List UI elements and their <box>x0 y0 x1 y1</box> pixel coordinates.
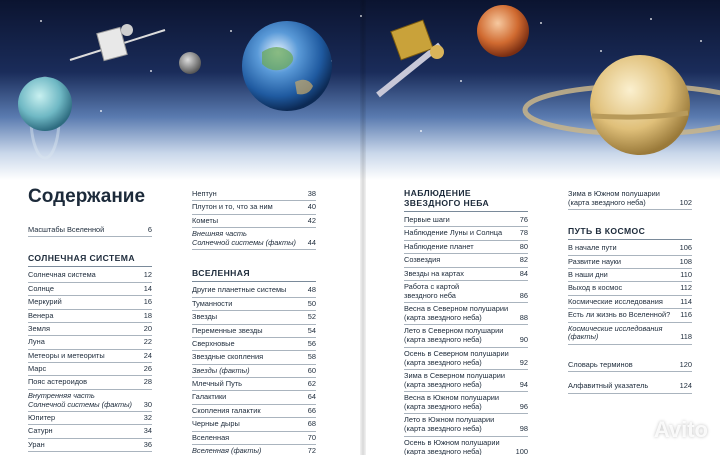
toc-entry-page: 88 <box>519 313 528 322</box>
toc-entry <box>28 296 152 309</box>
toc-entry <box>28 439 152 452</box>
toc-entry <box>192 445 316 455</box>
toc-entry-page: 34 <box>143 426 152 436</box>
toc-entry-label: Развитие науки <box>568 256 621 266</box>
toc-entry <box>568 256 692 269</box>
toc-entry-label: Нептун <box>192 189 217 198</box>
toc-entry-page: 40 <box>307 202 316 212</box>
toc-entry-label: Сатурн <box>28 426 53 436</box>
toc-entry-label: Звезды <box>192 312 218 322</box>
toc-entry-page: 82 <box>519 255 528 265</box>
toc-entry <box>404 268 528 281</box>
toc-entry-page: 54 <box>307 325 316 335</box>
toc-entry-page: 96 <box>519 402 528 411</box>
toc-entry-label: Плутон и то, что за ним <box>192 202 273 212</box>
toc-entry-page: 62 <box>307 379 316 388</box>
toc-entry <box>28 412 152 425</box>
toc-entry-page: 108 <box>679 256 692 266</box>
toc-entry-label: Звезды (факты) <box>192 365 250 375</box>
toc-entry-label: Весна в Южном полушарии (карта звездного неба) <box>404 393 500 411</box>
toc-entry-page: 50 <box>307 298 316 308</box>
toc-entry-label: Выход в космос <box>568 283 623 293</box>
toc-entry <box>192 351 316 364</box>
toc-entry <box>192 284 316 297</box>
toc-entry-label: Меркурий <box>28 297 62 307</box>
toc-entry-label: Зима в Северном полушарии (карта звездного неба) <box>404 370 506 389</box>
moon-icon <box>179 52 201 74</box>
toc-entry-page: 64 <box>307 392 316 402</box>
toc-entry-page: 66 <box>307 405 316 415</box>
uranus-planet-icon <box>18 77 72 158</box>
toc-column-1 <box>28 224 152 452</box>
toc-entry-page: 30 <box>143 399 152 409</box>
toc-entry-page: 106 <box>679 243 692 253</box>
toc-entry-label: Земля <box>28 323 50 333</box>
toc-entry-page: 102 <box>679 197 692 207</box>
toc-entry-label: Лето в Южном полушарии (карта звездного неба) <box>404 415 495 434</box>
toc-entry <box>404 214 528 227</box>
toc-entry-label: Наблюдение планет <box>404 241 474 251</box>
toc-entry-page: 92 <box>519 357 528 367</box>
toc-entry-label: Вселенная <box>192 432 230 442</box>
toc-entry-page: 52 <box>307 312 316 322</box>
toc-entry <box>404 392 528 414</box>
space-probe-icon <box>378 20 444 95</box>
toc-entry-label: Космические исследования <box>568 296 663 306</box>
toc-entry-page: 110 <box>680 270 692 279</box>
toc-entry-page: 28 <box>143 377 152 387</box>
toc-entry <box>404 370 528 392</box>
toc-entry-page: 68 <box>307 419 316 429</box>
toc-entry <box>404 414 528 436</box>
satellite-icon <box>70 24 165 61</box>
book-spine <box>360 0 366 455</box>
toc-entry-page: 94 <box>519 379 528 389</box>
toc-entry-label: Наблюдение Луны и Солнца <box>404 228 503 238</box>
toc-entry <box>192 365 316 378</box>
toc-entry <box>404 254 528 267</box>
toc-entry <box>404 325 528 347</box>
toc-entry-page: 32 <box>143 413 152 422</box>
toc-entry-page: 22 <box>143 337 152 347</box>
toc-entry <box>28 224 152 237</box>
toc-entry-label: Юпитер <box>28 413 56 422</box>
toc-entry-label: Первые шаги <box>404 215 450 224</box>
section-heading-observation: НАБЛЮДЕНИЕ ЗВЕЗДНОГО НЕБА <box>404 188 528 212</box>
toc-entry-label: Весна в Северном полушарии (карта звездного неба) <box>404 304 509 322</box>
toc-entry-page: 72 <box>307 445 316 455</box>
toc-entry <box>28 350 152 363</box>
toc-entry <box>28 336 152 349</box>
toc-entry <box>192 311 316 324</box>
toc-entry <box>192 432 316 445</box>
toc-entry-label: Млечный Путь <box>192 379 243 388</box>
toc-entry-label: Звезды на картах <box>404 268 464 278</box>
toc-entry-page: 18 <box>143 310 152 320</box>
toc-entry <box>568 359 692 372</box>
toc-entry-label: Звездные скопления <box>192 352 264 362</box>
toc-entry-label: Метеоры и метеориты <box>28 350 105 360</box>
toc-entry-page: 26 <box>143 364 152 373</box>
toc-entry-label: Венера <box>28 310 54 320</box>
toc-entry-label: Работа с картой звездного неба <box>404 281 460 300</box>
toc-entry <box>192 338 316 351</box>
toc-entry <box>404 303 528 325</box>
toc-entry-page: 86 <box>519 290 528 300</box>
toc-entry-label: Переменные звезды <box>192 325 263 335</box>
toc-entry <box>192 378 316 391</box>
toc-entry-page: 44 <box>307 238 316 247</box>
toc-entry-label: В наши дни <box>568 270 608 279</box>
toc-entry-page: 48 <box>307 285 316 295</box>
toc-entry <box>568 380 692 393</box>
toc-entry-label: Туманности <box>192 298 233 308</box>
toc-entry-label: Лето в Северном полушарии (карта звездного неба) <box>404 326 504 345</box>
toc-entry <box>192 405 316 418</box>
toc-entry-page: 98 <box>519 424 528 434</box>
toc-entry-page: 16 <box>143 297 152 307</box>
toc-entry <box>404 437 528 455</box>
toc-entry-label: Черные дыры <box>192 419 240 429</box>
toc-entry-label: Пояс астероидов <box>28 377 88 387</box>
toc-column-4 <box>568 188 692 394</box>
page-title: Содержание <box>28 186 146 207</box>
saturn-planet-icon <box>525 55 720 155</box>
toc-entry-label: Масштабы Вселенной <box>28 225 105 234</box>
toc-entry-page: 116 <box>680 310 692 320</box>
toc-entry-page: 84 <box>519 268 528 278</box>
toc-entry <box>28 390 152 412</box>
toc-entry-page: 36 <box>143 439 152 449</box>
toc-entry <box>28 323 152 336</box>
toc-entry <box>28 363 152 376</box>
toc-entry <box>404 227 528 240</box>
toc-entry <box>568 296 692 309</box>
toc-entry-page: 90 <box>519 335 528 345</box>
toc-entry-page: 38 <box>307 189 316 198</box>
toc-entry-label: В начале пути <box>568 243 617 253</box>
toc-entry-page: 12 <box>143 270 152 280</box>
toc-entry-page: 70 <box>307 432 316 442</box>
toc-entry-label: Галактики <box>192 392 227 402</box>
toc-entry-label: Космические исследования (факты) <box>568 323 663 342</box>
toc-entry-label: Сверхновые <box>192 338 235 348</box>
toc-entry <box>28 425 152 438</box>
toc-column-3 <box>404 188 528 455</box>
toc-entry-page: 120 <box>679 359 692 369</box>
toc-entry-label: Осень в Северном полушарии (карта звездного неба) <box>404 348 509 367</box>
toc-entry <box>568 282 692 295</box>
toc-entry <box>404 281 528 303</box>
toc-entry-page: 80 <box>519 241 528 251</box>
toc-entry-label: Алфавитный указатель <box>568 381 649 391</box>
toc-entry <box>192 215 316 228</box>
toc-entry-label: Созвездия <box>404 255 441 265</box>
toc-entry <box>568 242 692 255</box>
toc-column-2 <box>192 188 316 455</box>
toc-entry-page: 124 <box>679 381 692 391</box>
toc-entry-label: Осень в Южном полушарии (карта звездного неба) <box>404 437 500 455</box>
toc-entry-page: 58 <box>307 352 316 362</box>
toc-entry-page: 100 <box>515 446 528 455</box>
toc-entry-page: 14 <box>143 283 152 293</box>
toc-entry-label: Марс <box>28 364 47 373</box>
toc-entry-label: Словарь терминов <box>568 359 633 369</box>
toc-entry <box>28 269 152 282</box>
toc-entry <box>404 348 528 370</box>
toc-entry-page: 42 <box>307 215 316 225</box>
toc-entry <box>192 325 316 338</box>
toc-entry-label: Вселенная (факты) <box>192 445 262 455</box>
toc-entry-label: Есть ли жизнь во Вселенной? <box>568 310 671 320</box>
mars-planet-icon <box>477 5 529 57</box>
section-heading-space-travel: ПУТЬ В КОСМОС <box>568 226 692 240</box>
toc-entry-page: 56 <box>307 338 316 348</box>
toc-entry-label: Кометы <box>192 215 219 225</box>
toc-entry <box>568 309 692 322</box>
toc-entry <box>192 228 316 250</box>
toc-entry-page: 78 <box>519 228 528 238</box>
toc-entry-label: Скопления галактик <box>192 405 261 415</box>
toc-entry <box>192 298 316 311</box>
toc-entry <box>568 269 692 282</box>
toc-entry-label: Уран <box>28 439 45 449</box>
section-heading-solar-system: СОЛНЕЧНАЯ СИСТЕМА <box>28 253 152 267</box>
toc-entry-page: 118 <box>680 332 692 342</box>
toc-entry-page: 20 <box>143 323 152 333</box>
toc-entry-page: 60 <box>307 365 316 375</box>
toc-entry <box>28 376 152 389</box>
toc-entry <box>192 188 316 201</box>
toc-entry-label: Внутренняя часть Солнечной системы (факты) <box>28 390 132 409</box>
toc-entry-label: Внешняя часть Солнечной системы (факты) <box>192 229 296 247</box>
toc-entry <box>192 418 316 431</box>
toc-entry <box>28 283 152 296</box>
avito-watermark: Avito <box>653 417 708 442</box>
toc-entry-label: Зима в Южном полушарии (карта звездного неба) <box>568 189 660 207</box>
section-heading-universe: ВСЕЛЕННАЯ <box>192 268 316 282</box>
toc-entry <box>568 323 692 345</box>
toc-entry-page: 76 <box>519 215 528 224</box>
toc-entry-label: Другие планетные системы <box>192 285 287 295</box>
toc-entry-page: 114 <box>680 296 692 306</box>
toc-entry-page: 24 <box>143 350 152 360</box>
toc-entry-page: 112 <box>680 283 692 293</box>
earth-planet-icon <box>242 21 332 111</box>
toc-entry-label: Солнечная система <box>28 270 96 280</box>
toc-entry <box>192 201 316 214</box>
toc-entry-page: 6 <box>147 225 152 234</box>
toc-entry-label: Солнце <box>28 283 54 293</box>
toc-entry <box>192 391 316 404</box>
toc-entry-label: Луна <box>28 337 45 347</box>
toc-entry <box>28 310 152 323</box>
toc-entry <box>404 241 528 254</box>
toc-entry <box>568 188 692 210</box>
